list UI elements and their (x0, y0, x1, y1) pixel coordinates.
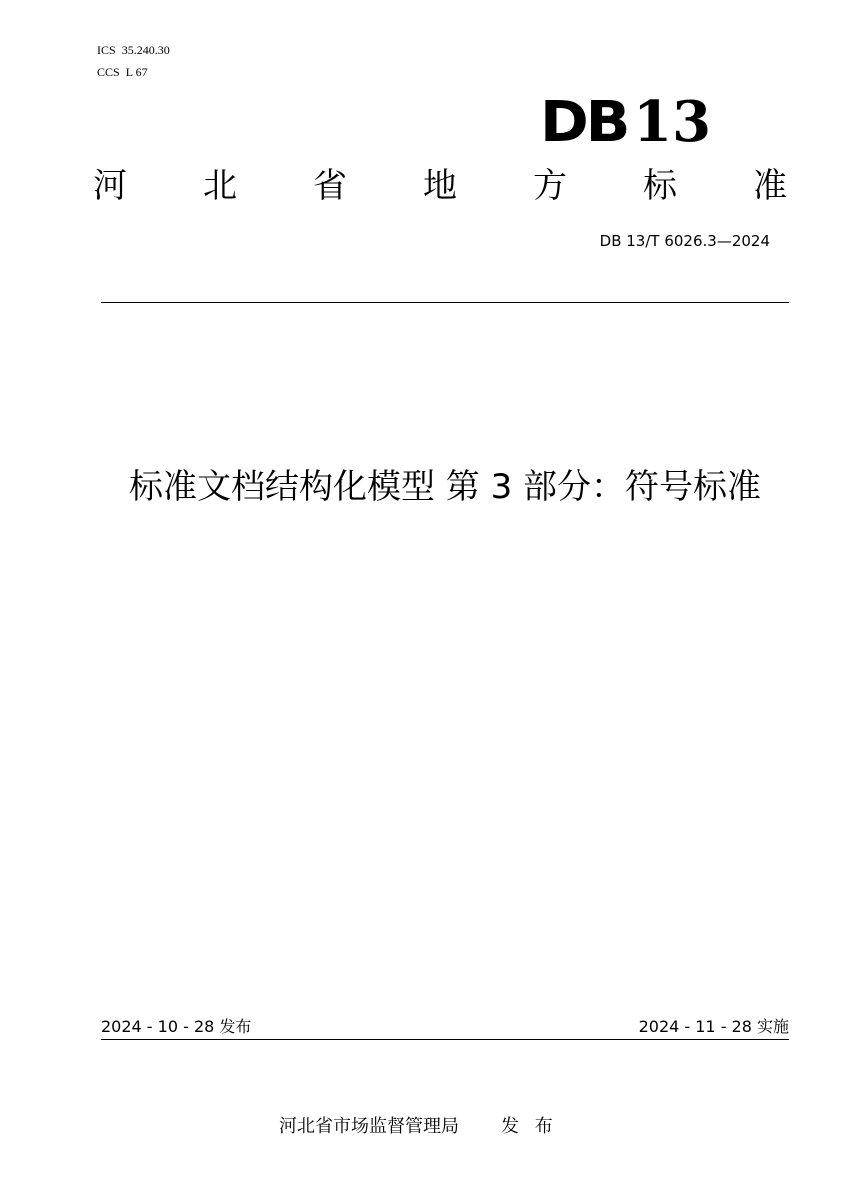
authority-char: 准 (753, 166, 787, 206)
ics-code: 35.240.30 (121, 43, 170, 57)
header-divider (101, 302, 789, 303)
authority-char: 标 (643, 166, 677, 206)
implement-date: 2024 - 11 - 28 实施 (638, 1017, 789, 1036)
document-title: 标准文档结构化模型 第 3 部分：符号标准 (128, 467, 762, 507)
ccs-label: CCS (97, 65, 120, 79)
authority-char: 河 (93, 166, 127, 206)
ccs-line (97, 65, 148, 79)
ccs-code: L 67 (125, 65, 148, 79)
publish-date: 2024 - 10 - 28 发布 (101, 1017, 252, 1036)
publisher-name: 河北省市场监督管理局 (279, 1116, 459, 1137)
ics-label: ICS (97, 43, 116, 57)
authority-char: 北 (203, 166, 237, 206)
ics-line (97, 43, 170, 57)
footer-divider (101, 1039, 789, 1040)
publisher-action: 发 布 (501, 1116, 553, 1137)
logo-letters: DB (540, 90, 628, 155)
authority-char: 省 (313, 166, 347, 206)
db13-logo (540, 89, 712, 155)
authority-char: 方 (533, 166, 567, 206)
publisher-line (279, 1116, 553, 1138)
authority-char: 地 (423, 166, 457, 206)
standard-number: DB 13/T 6026.3—2024 (599, 232, 770, 250)
standard-authority (93, 166, 787, 206)
logo-number: 13 (633, 89, 712, 155)
